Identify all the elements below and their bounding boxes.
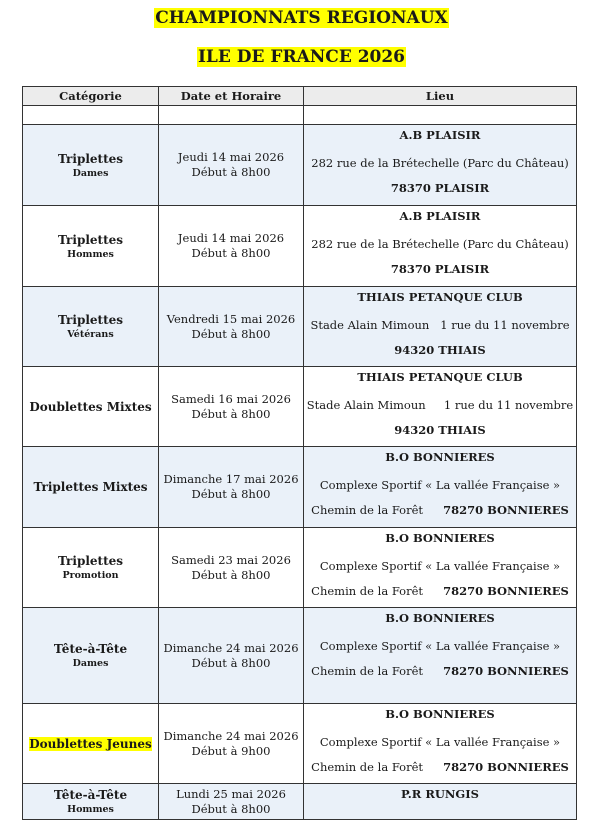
table-row xyxy=(23,287,577,367)
table-row xyxy=(23,447,577,528)
date-cell xyxy=(159,125,304,206)
category-subtitle: Promotion xyxy=(62,570,119,581)
event-date: Dimanche 24 mai 2026 xyxy=(163,728,299,743)
date-cell xyxy=(159,608,304,704)
location-cell xyxy=(304,287,577,367)
category-name: Doublettes Mixtes xyxy=(29,399,152,414)
category-name xyxy=(23,736,158,752)
event-start-time: Début à 8h00 xyxy=(191,406,271,421)
category-subtitle: Dames xyxy=(72,167,109,179)
event-start-time: Début à 8h00 xyxy=(191,246,271,260)
category-name: Triplettes xyxy=(58,313,123,327)
category-name: Tête-à-Tête xyxy=(53,788,128,802)
venue-city: 78270 BONNIERES xyxy=(443,760,569,774)
club-name: A.B PLAISIR xyxy=(399,209,481,223)
category-subtitle: Hommes xyxy=(67,804,114,815)
club-name: B.O BONNIERES xyxy=(385,450,495,464)
club-name: THIAIS PETANQUE CLUB xyxy=(357,370,523,384)
event-start-time: Début à 8h00 xyxy=(191,487,271,501)
location-cell xyxy=(304,704,577,784)
event-date: Dimanche 24 mai 2026 xyxy=(163,640,299,655)
event-date: Jeudi 14 mai 2026 xyxy=(177,150,285,164)
date-cell xyxy=(159,287,304,367)
venue-city-line: 94320 THIAIS xyxy=(394,423,486,437)
venue-city: 78270 BONNIERES xyxy=(443,664,569,678)
spacer xyxy=(423,584,443,598)
category-highlight: Doublettes Jeunes xyxy=(29,736,152,751)
venue-address: 282 rue de la Brétechelle (Parc du Château) xyxy=(311,156,569,170)
venue-city-line xyxy=(304,664,576,678)
venue-street: Chemin de la Forêt xyxy=(311,664,424,678)
venue-street: Chemin de la Forêt xyxy=(311,503,424,517)
venue-address: Stade Alain Mimoun 1 rue du 11 novembre xyxy=(310,318,570,332)
column-header-category: Catégorie xyxy=(23,87,159,106)
venue-city-line: 78370 PLAISIR xyxy=(390,262,490,276)
event-date: Vendredi 15 mai 2026 xyxy=(166,311,296,326)
title-line-2: ILE DE FRANCE 2026 xyxy=(197,47,406,67)
location-cell xyxy=(304,447,577,528)
venue-address: Complexe Sportif « La vallée Française » xyxy=(319,639,561,653)
category-cell xyxy=(23,447,159,528)
location-cell xyxy=(304,125,577,206)
category-cell xyxy=(23,206,159,287)
date-cell xyxy=(159,447,304,528)
date-cell xyxy=(159,206,304,287)
spacer xyxy=(423,503,443,517)
club-name: B.O BONNIERES xyxy=(385,611,495,625)
venue-city-line: 78370 PLAISIR xyxy=(390,181,490,195)
venue-city-line: 94320 THIAIS xyxy=(394,343,486,357)
club-name: THIAIS PETANQUE CLUB xyxy=(357,290,523,304)
venue-city-line xyxy=(304,503,576,517)
location-cell xyxy=(304,784,577,820)
event-date: Samedi 16 mai 2026 xyxy=(171,391,291,406)
column-header-date: Date et Horaire xyxy=(159,87,304,106)
venue-city-line xyxy=(304,760,576,774)
category-subtitle: Hommes xyxy=(67,248,114,260)
venue-address: Complexe Sportif « La vallée Française » xyxy=(319,559,561,573)
category-cell xyxy=(23,608,159,704)
category-name: Triplettes xyxy=(58,554,123,568)
event-start-time: Début à 8h00 xyxy=(191,165,271,179)
event-date: Dimanche 17 mai 2026 xyxy=(163,472,299,486)
event-start-time: Début à 8h00 xyxy=(191,801,271,816)
blank-row xyxy=(23,106,577,125)
date-cell xyxy=(159,784,304,820)
category-cell xyxy=(23,287,159,367)
spacer xyxy=(423,760,443,774)
table-row xyxy=(23,704,577,784)
category-cell xyxy=(23,784,159,820)
venue-street: Chemin de la Forêt xyxy=(311,584,424,598)
venue-city: 78270 BONNIERES xyxy=(443,584,569,598)
event-date: Jeudi 14 mai 2026 xyxy=(177,231,285,245)
table-row xyxy=(23,784,577,820)
club-name: P.R RUNGIS xyxy=(401,787,479,801)
category-name: Triplettes xyxy=(58,151,123,166)
table-row xyxy=(23,608,577,704)
date-cell xyxy=(159,367,304,447)
category-subtitle: Dames xyxy=(72,658,109,669)
category-name: Tête-à-Tête xyxy=(53,642,128,656)
venue-address: Complexe Sportif « La vallée Française » xyxy=(319,735,561,749)
venue-city-line xyxy=(304,584,576,598)
venue-street: Chemin de la Forêt xyxy=(311,760,424,774)
title-line-1: CHAMPIONNATS REGIONAUX xyxy=(155,8,448,28)
table-row xyxy=(23,367,577,447)
event-start-time: Début à 8h00 xyxy=(191,326,271,341)
venue-address: 282 rue de la Brétechelle (Parc du Château) xyxy=(311,237,569,251)
spacer xyxy=(423,664,443,678)
category-subtitle: Vétérans xyxy=(67,329,114,340)
location-cell xyxy=(304,367,577,447)
event-date: Lundi 25 mai 2026 xyxy=(176,786,286,801)
column-header-location: Lieu xyxy=(304,87,577,106)
date-cell xyxy=(159,528,304,608)
table-header-row xyxy=(23,87,577,106)
club-name: B.O BONNIERES xyxy=(385,531,495,545)
club-name: B.O BONNIERES xyxy=(385,707,495,721)
table-row xyxy=(23,125,577,206)
venue-address: Stade Alain Mimoun 1 rue du 11 novembre xyxy=(306,398,574,412)
event-date: Samedi 23 mai 2026 xyxy=(171,552,291,567)
date-cell xyxy=(159,704,304,784)
venue-city: 78270 BONNIERES xyxy=(443,503,569,517)
location-cell xyxy=(304,206,577,287)
category-cell xyxy=(23,528,159,608)
category-cell xyxy=(23,704,159,784)
location-cell xyxy=(304,528,577,608)
category-name: Triplettes xyxy=(58,232,123,247)
category-name: Triplettes Mixtes xyxy=(33,480,148,494)
category-cell xyxy=(23,125,159,206)
event-start-time: Début à 8h00 xyxy=(191,655,271,670)
schedule-table xyxy=(22,86,577,820)
club-name: A.B PLAISIR xyxy=(399,128,481,142)
location-cell xyxy=(304,608,577,704)
category-cell xyxy=(23,367,159,447)
table-row xyxy=(23,206,577,287)
event-start-time: Début à 8h00 xyxy=(191,567,271,582)
table-row xyxy=(23,528,577,608)
venue-address: Complexe Sportif « La vallée Française » xyxy=(319,478,561,492)
event-start-time: Début à 9h00 xyxy=(191,743,271,758)
